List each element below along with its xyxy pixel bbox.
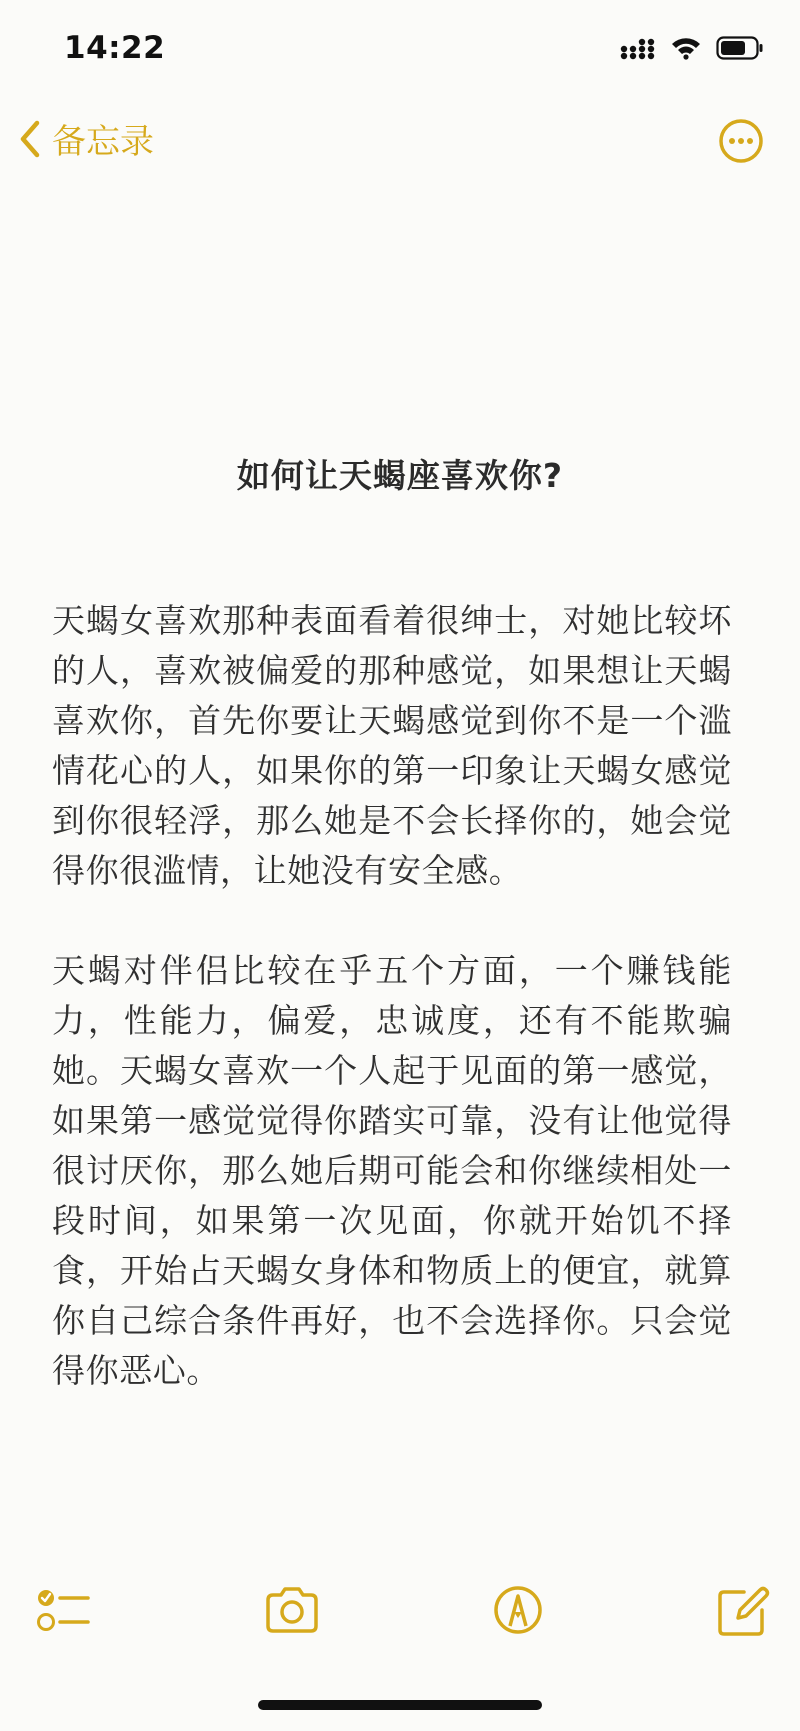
battery-icon (716, 36, 764, 60)
note-paragraph[interactable]: 天蝎对伴侣比较在乎五个方面，一个赚钱能力，性能力，偏爱，忠诚度，还有不能欺骗她。天蝎女喜欢一个人起于见面的第一感觉，如果第一感觉觉得你踏实可靠，没有让他觉得很讨厌你，那么她后期可能会和你继续相处一段时间，如果第一次见面，你就开始饥不择食，开始占天蝎女身体和物质上的便宜，就算你自己综合条件再好，也不会选择你。只会觉得你恶心。 (52, 951, 732, 1390)
cellular-signal-icon (620, 36, 656, 60)
wifi-icon (670, 36, 702, 60)
note-paragraph[interactable]: 天蝎女喜欢那种表面看着很绅士，对她比较坏的人，喜欢被偏爱的那种感觉，如果想让天蝎喜欢你，首先你要让天蝎感觉到你不是一个滥情花心的人，如果你的第一印象让天蝎女感觉到你很轻浮，那么她是不会长择你的，她会觉得你很滥情，让她没有安全感。 (52, 601, 732, 890)
back-button-label: 备忘录 (52, 122, 154, 162)
markup-icon[interactable] (488, 1582, 548, 1642)
more-options-icon[interactable] (718, 118, 764, 164)
checklist-icon[interactable] (36, 1582, 96, 1642)
status-time: 14:22 (64, 30, 166, 66)
camera-icon[interactable] (262, 1582, 322, 1642)
bottom-toolbar (0, 1582, 800, 1652)
compose-icon[interactable] (712, 1582, 772, 1642)
home-indicator[interactable] (258, 1700, 542, 1710)
chevron-left-icon (18, 119, 42, 159)
status-bar (0, 0, 800, 100)
status-icons (620, 36, 764, 60)
back-button[interactable] (18, 114, 154, 163)
note-title[interactable]: 如何让天蝎座喜欢你? (236, 456, 564, 495)
